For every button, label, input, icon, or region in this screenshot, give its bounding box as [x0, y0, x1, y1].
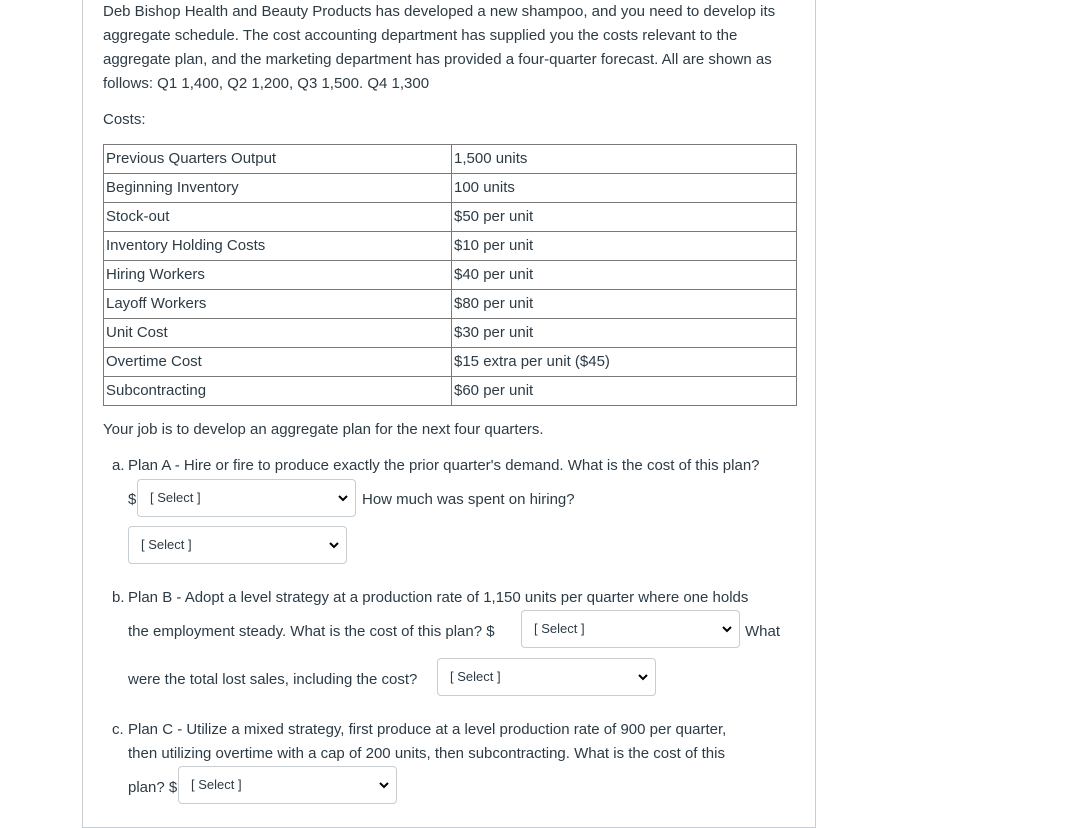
table-row [104, 232, 797, 261]
intro-paragraph: Deb Bishop Health and Beauty Products has developed a new shampoo, and you need to develop its aggregate schedule. The cost accounting department has supplied you the costs relevant to the aggregate plan, and the marketing department has provided a four-quarter forecast. All are shown as follows: Q1 1,400, Q2 1,200, Q3 1,500. Q4 1,300 [103, 3, 776, 92]
question-b-followup-start: What [745, 623, 781, 640]
cost-value: $30 per unit [452, 319, 797, 348]
plan-a-cost-select[interactable] [137, 479, 356, 517]
costs-table [103, 144, 797, 406]
cost-item: Previous Quarters Output [104, 145, 452, 174]
hiring-cost-select[interactable] [128, 526, 347, 564]
chevron-down-icon [328, 539, 340, 551]
cost-item: Layoff Workers [104, 290, 452, 319]
table-row [104, 261, 797, 290]
question-b-letter: b. [112, 589, 125, 606]
question-c-line1: Plan C - Utilize a mixed strategy, first produce at a level production rate of 900 per quarter, [128, 721, 727, 738]
plan-b-cost-select-value: [ Select ] [534, 621, 585, 636]
table-row [104, 290, 797, 319]
cost-value: $80 per unit [452, 290, 797, 319]
cost-item: Stock-out [104, 203, 452, 232]
cost-value: 100 units [452, 174, 797, 203]
cost-value: $60 per unit [452, 377, 797, 406]
plan-a-cost-select-value: [ Select ] [150, 490, 201, 505]
question-a-letter: a. [112, 457, 125, 474]
table-row [104, 174, 797, 203]
question-c-line3: plan? $ [128, 779, 178, 796]
table-row [104, 319, 797, 348]
cost-value: $40 per unit [452, 261, 797, 290]
cost-item: Beginning Inventory [104, 174, 452, 203]
question-b-line1: Plan B - Adopt a level strategy at a production rate of 1,150 units per quarter where one holds [128, 589, 749, 606]
question-b-line3: were the total lost sales, including the cost? [128, 671, 418, 688]
cost-value: $50 per unit [452, 203, 797, 232]
lost-sales-select[interactable] [437, 658, 656, 696]
cost-item: Subcontracting [104, 377, 452, 406]
costs-label: Costs: [103, 111, 146, 128]
question-c-line2: then utilizing overtime with a cap of 200 units, then subcontracting. What is the cost of this [128, 745, 725, 762]
hiring-cost-select-value: [ Select ] [141, 537, 192, 552]
plan-c-cost-select-value: [ Select ] [191, 777, 242, 792]
cost-item: Overtime Cost [104, 348, 452, 377]
plan-b-cost-select[interactable] [521, 610, 740, 648]
chevron-down-icon [337, 492, 349, 504]
task-statement: Your job is to develop an aggregate plan for the next four quarters. [103, 421, 544, 438]
table-row [104, 203, 797, 232]
table-row [104, 348, 797, 377]
cost-item: Hiring Workers [104, 261, 452, 290]
question-a-followup: How much was spent on hiring? [362, 491, 575, 508]
chevron-down-icon [378, 779, 390, 791]
cost-value: $10 per unit [452, 232, 797, 261]
question-c-letter: c. [112, 721, 124, 738]
lost-sales-select-value: [ Select ] [450, 669, 501, 684]
question-b-line2: the employment steady. What is the cost of this plan? $ [128, 623, 495, 640]
cost-item: Inventory Holding Costs [104, 232, 452, 261]
chevron-down-icon [721, 623, 733, 635]
table-row [104, 377, 797, 406]
cost-value: $15 extra per unit ($45) [452, 348, 797, 377]
question-a-dollar: $ [128, 491, 137, 508]
plan-c-cost-select[interactable] [178, 766, 397, 804]
cost-value: 1,500 units [452, 145, 797, 174]
table-row [104, 145, 797, 174]
question-a-text: Plan A - Hire or fire to produce exactly the prior quarter's demand. What is the cost of this plan? [128, 457, 760, 474]
cost-item: Unit Cost [104, 319, 452, 348]
chevron-down-icon [637, 671, 649, 683]
